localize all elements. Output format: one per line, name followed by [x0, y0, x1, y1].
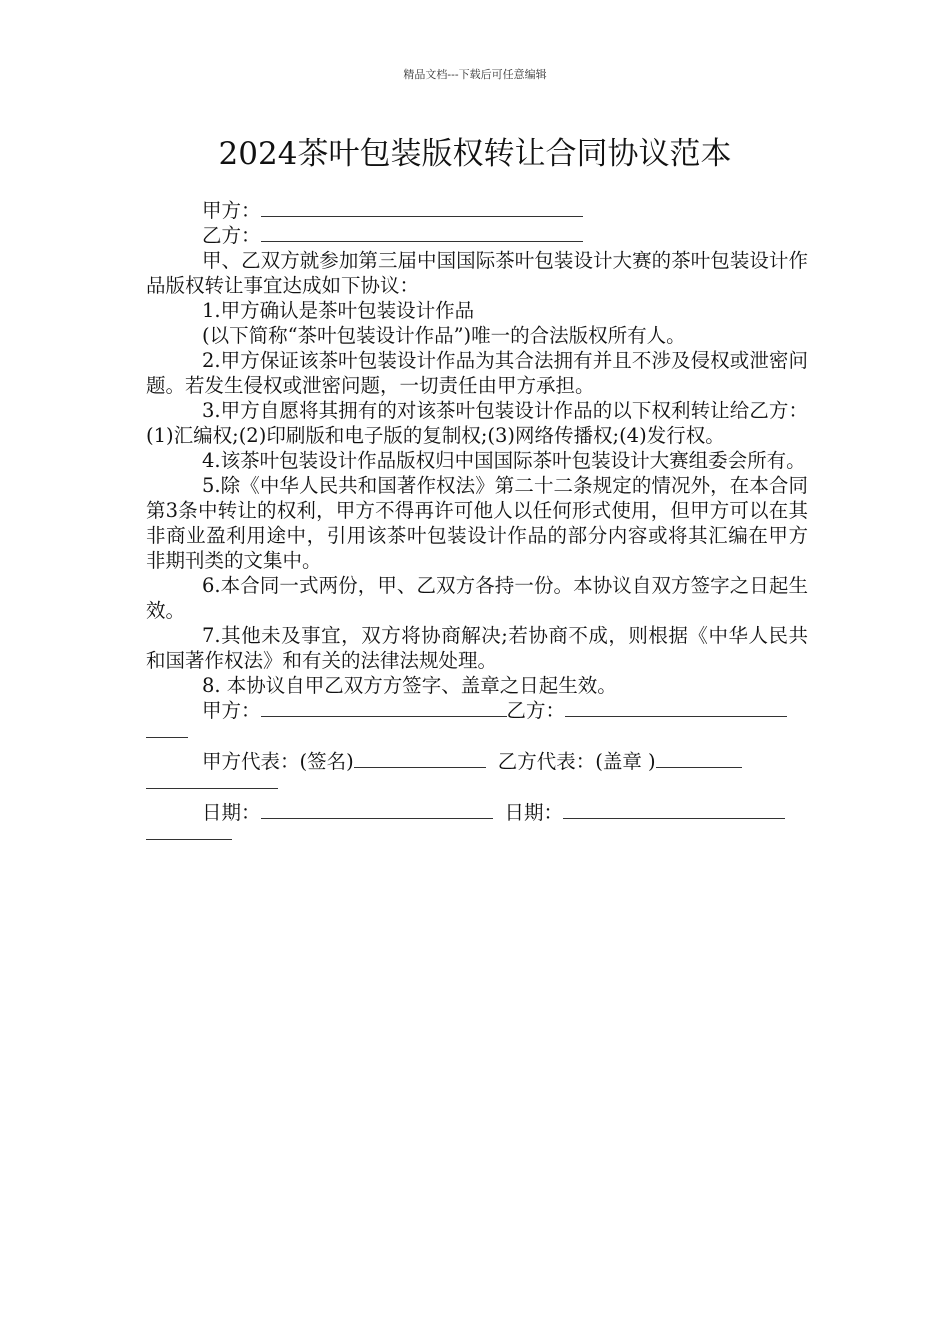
- date-continuation: [146, 825, 232, 840]
- sig-b-blank: [565, 698, 787, 717]
- party-b-line: [146, 223, 808, 248]
- rep-b-label: 乙方代表：(盖章 ): [497, 750, 656, 773]
- date-b-blank: [563, 800, 785, 819]
- party-a-label: 甲方：: [202, 199, 261, 222]
- clause-1-line-1: 1.甲方确认是茶叶包装设计作品: [202, 299, 475, 322]
- date-b-label: 日期：: [504, 801, 564, 824]
- clause-4: 4.该茶叶包装设计作品版权归中国国际茶叶包装设计大赛组委会所有。: [202, 449, 806, 472]
- intro-paragraph: 甲、乙双方就参加第三届中国国际茶叶包装设计大赛的茶叶包装设计作品版权转让事宜达成如下协议：: [146, 249, 808, 297]
- page-header: 精品文档---下载后可任意编辑: [403, 68, 547, 81]
- party-a-line: [146, 198, 808, 223]
- clause-6: 6.本合同一式两份，甲、乙双方各持一份。本协议自双方签字之日起生效。: [146, 574, 808, 622]
- rep-a-label: 甲方代表：(签名): [202, 750, 354, 773]
- clause-3: 3.甲方自愿将其拥有的对该茶叶包装设计作品的以下权利转让给乙方：(1)汇编权;(2)印刷版和电子版的复制权;(3)网络传播权;(4)发行权。: [146, 399, 808, 447]
- document-title: 2024茶叶包装版权转让合同协议范本: [218, 136, 732, 172]
- sig-a-label: 甲方：: [202, 699, 261, 722]
- rep-b-blank: [656, 749, 742, 768]
- clause-1-line-2: (以下简称“茶叶包装设计作品”)唯一的合法版权所有人。: [202, 324, 686, 347]
- date-a-label: 日期：: [202, 801, 261, 824]
- rep-continuation: [146, 774, 278, 789]
- party-b-blank: [261, 223, 583, 242]
- clause-2: 2.甲方保证该茶叶包装设计作品为其合法拥有并且不涉及侵权或泄密问题。若发生侵权或泄密问题，一切责任由甲方承担。: [146, 349, 808, 397]
- sig-b-label: 乙方：: [506, 699, 566, 722]
- sig-a-blank: [261, 698, 507, 717]
- date-a-blank: [261, 800, 493, 819]
- rep-a-blank: [354, 749, 486, 768]
- date-line: [146, 800, 808, 825]
- party-b-label: 乙方：: [202, 224, 261, 247]
- representative-line: [146, 749, 808, 774]
- clause-8: 8. 本协议自甲乙双方方签字、盖章之日起生效。: [202, 674, 617, 697]
- signature-line: [146, 698, 808, 723]
- sig-continuation: [146, 723, 188, 738]
- clause-7: 7.其他未及事宜，双方将协商解决;若协商不成，则根据《中华人民共和国著作权法》和有关的法律法规处理。: [146, 624, 808, 672]
- clause-5: 5.除《中华人民共和国著作权法》第二十二条规定的情况外，在本合同第3条中转让的权利，甲方不得再许可他人以任何形式使用，但甲方可以在其非商业盈利用途中，引用该茶叶包装设计作品的部分内容或将其汇编在甲方非期刊类的文集中。: [146, 474, 808, 572]
- party-a-blank: [261, 198, 583, 217]
- contract-body: [146, 198, 808, 851]
